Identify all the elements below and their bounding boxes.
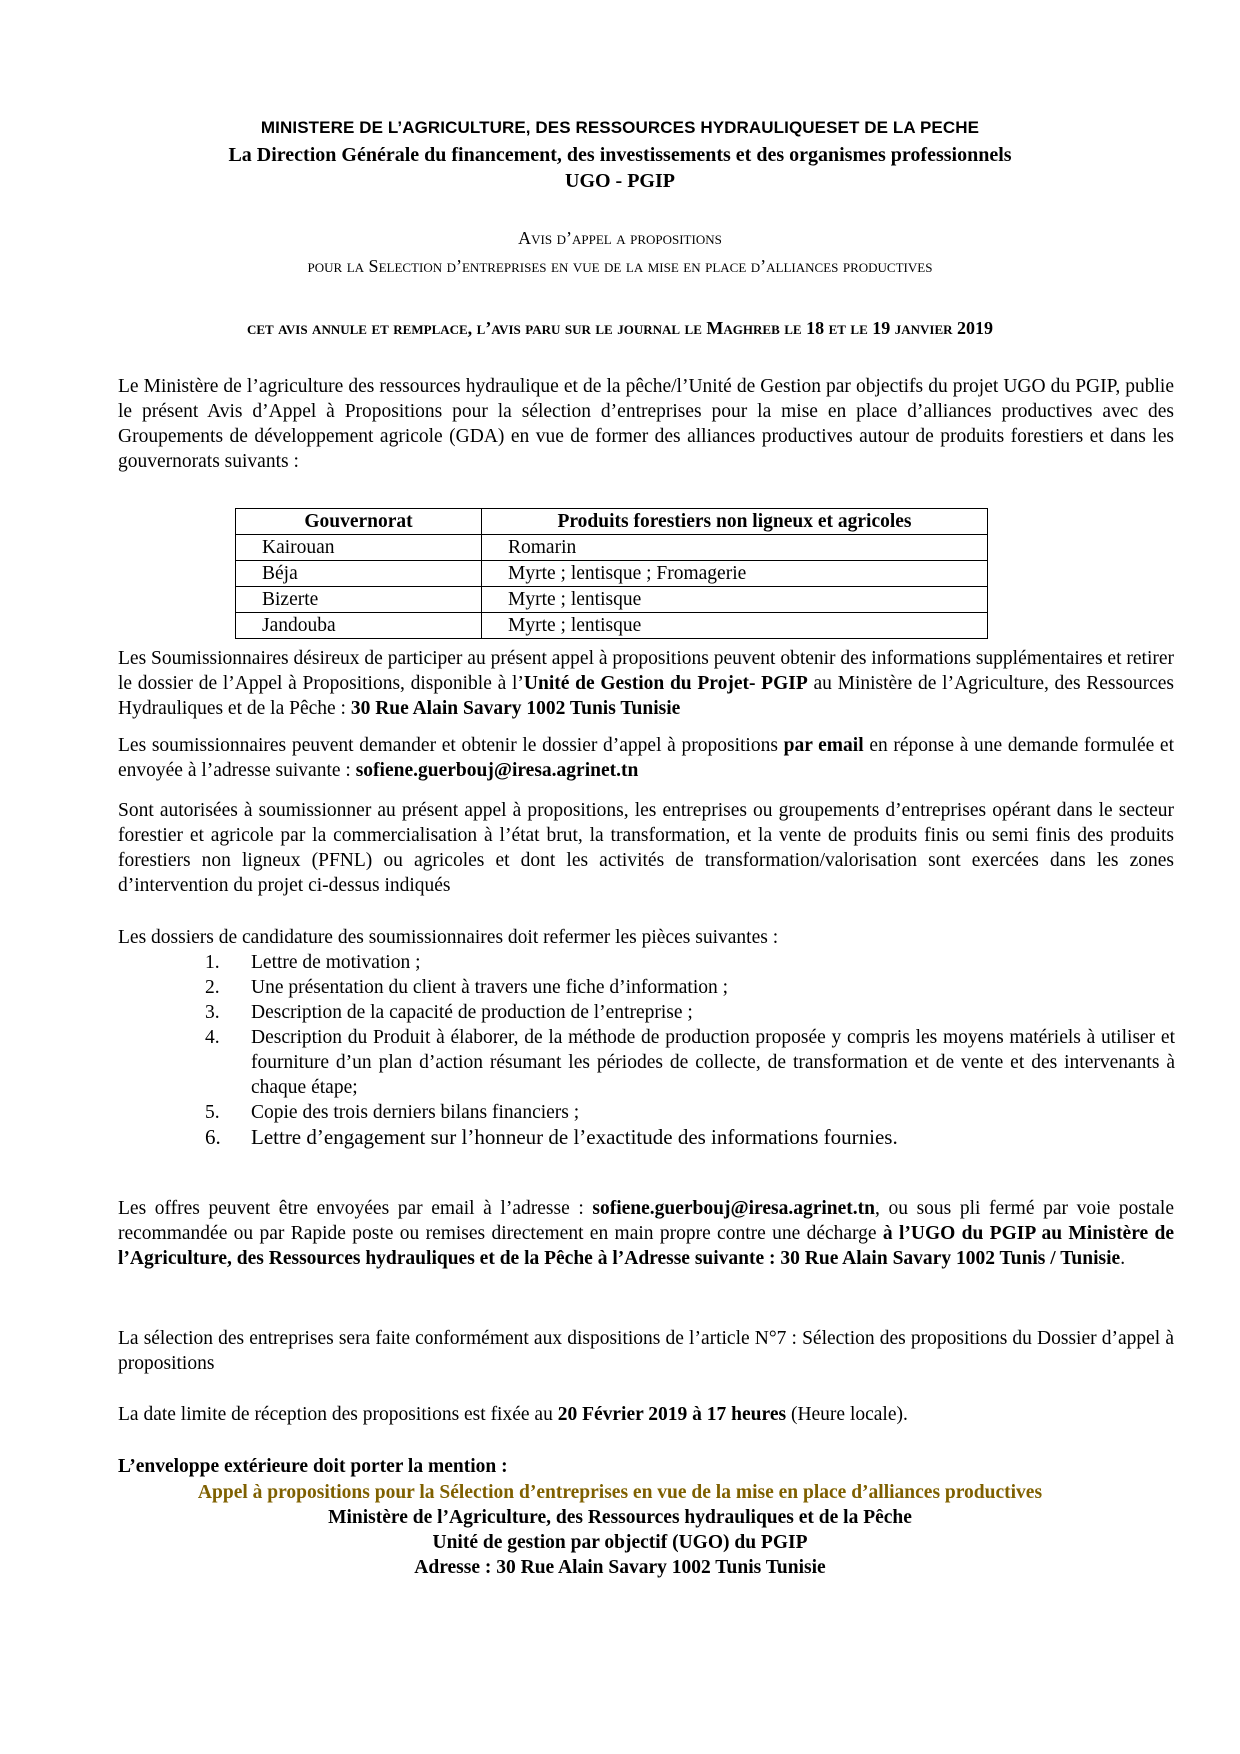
replacement-notice: cet avis annule et remplace, l’avis paru sur le journal le Maghreb le 18 et le 19 janvier 2019 (246, 318, 994, 338)
ministry-heading: MINISTERE DE L’AGRICULTURE, DES RESSOURCES HYDRAULIQUESET DE LA PECHE (260, 118, 980, 137)
direction-heading: La Direction Générale du financement, des investissements et des organismes professionnels (228, 144, 1012, 166)
list-item: 1. Lettre de motivation ; (205, 952, 421, 973)
column-header: Gouvernorat (236, 509, 482, 535)
dossier-intro: Les dossiers de candidature des soumissionnaires doit refermer les pièces suivantes : (118, 927, 779, 948)
envelope-address: Adresse : 30 Rue Alain Savary 1002 Tunis Tunisie (414, 1557, 826, 1578)
submission-address: à l’UGO du PGIP au Ministère de l’Agriculture, des Ressources hydrauliques et de la Pêche à l’Adresse suivante : 30 Rue Alain Savary 1002 Tunis / Tunisie (118, 1223, 1174, 1269)
list-item: 4. Description du Produit à élaborer, de la méthode de production proposée y compris les moyens matériels à utiliser et fourniture d’un plan d’action résumant les périodes de collecte, de transformation et de vente et des intervenants à chaque étape; (205, 1027, 1175, 1098)
products-cell: Myrte ; lentisque (482, 587, 988, 613)
email-request-paragraph: Les soumissionnaires peuvent demander et obtenir le dossier d’appel à propositions par email en réponse à une demande formulée et envoyée à l’adresse suivante : sofiene.guerbouj@iresa.agrinet.tn (118, 735, 1175, 781)
envelope-mention: Appel à propositions pour la Sélection d’entreprises en vue de la mise en place d’alliances productives (197, 1482, 1043, 1503)
address: 30 Rue Alain Savary 1002 Tunis Tunisie (350, 698, 681, 719)
required-documents-list (205, 950, 1175, 1150)
products-cell: Romarin (482, 535, 988, 561)
envelope-ministry: Ministère de l’Agriculture, des Ressources hydrauliques et de la Pêche (328, 1507, 912, 1528)
table-row (236, 561, 988, 587)
notice-title: Avis d’appel a propositions (518, 228, 722, 248)
column-header: Produits forestiers non ligneux et agricoles (482, 509, 988, 535)
notice-subtitle: pour la Selection d’entreprises en vue de la mise en place d’alliances productives (307, 256, 933, 276)
list-item: 5. Copie des trois derniers bilans financiers ; (205, 1102, 580, 1123)
list-item: 6. Lettre d’engagement sur l’honneur de l’exactitude des informations fournies. (205, 1125, 898, 1149)
governorate-cell: Bizerte (236, 587, 482, 613)
products-cell: Myrte ; lentisque (482, 613, 988, 639)
submission-paragraph: Les offres peuvent être envoyées par email à l’adresse : sofiene.guerbouj@iresa.agrinet.tn, ou sous pli fermé par voie postale recommandée ou par Rapide poste ou remises directement en main propre contre une décharge à l’UGO du PGIP au Ministère de l’Agriculture, des Ressources hydrauliques et de la Pêche à l’Adresse suivante : 30 Rue Alain Savary 1002 Tunis / Tunisie. (118, 1198, 1174, 1269)
governorate-cell: Jandouba (236, 613, 482, 639)
deadline-paragraph: La date limite de réception des propositions est fixée au 20 Février 2019 à 17 heures (Heure locale). (118, 1404, 908, 1425)
governorate-table (235, 508, 988, 639)
deadline-date: 20 Février 2019 à 17 heures (557, 1404, 787, 1425)
envelope-unit: Unité de gestion par objectif (UGO) du PGIP (432, 1532, 808, 1553)
table-row (236, 587, 988, 613)
products-cell: Myrte ; lentisque ; Fromagerie (482, 561, 988, 587)
list-item: 3. Description de la capacité de production de l’entreprise ; (205, 1002, 693, 1023)
list-item: 2. Une présentation du client à travers une fiche d’information ; (205, 977, 729, 998)
table-row (236, 535, 988, 561)
table-row (236, 613, 988, 639)
intro-paragraph: Le Ministère de l’agriculture des ressources hydraulique et de la pêche/l’Unité de Gestion par objectifs du projet UGO du PGIP, publie le présent Avis d’Appel à Propositions pour la sélection d’entreprises pour la mise en place d’alliances productives avec des Groupements de développement agricole (GDA) en vue de former des alliances productives autour de produits forestiers et dans les gouvernorats suivants : (118, 376, 1174, 472)
unit-heading: UGO - PGIP (565, 170, 675, 192)
selection-paragraph: La sélection des entreprises sera faite conformément aux dispositions de l’article N°7 : Sélection des propositions du Dossier d’appel à propositions (118, 1328, 1174, 1374)
bidders-info-paragraph: Les Soumissionnaires désireux de participer au présent appel à propositions peuvent obtenir des informations supplémentaires et retirer le dossier de l’Appel à Propositions, disponible à l’Unité de Gestion du Projet- PGIP au Ministère de l’Agriculture, des Ressources Hydrauliques et de la Pêche : 30 Rue Alain Savary 1002 Tunis Tunisie (118, 648, 1175, 719)
governorate-cell: Béja (236, 561, 482, 587)
table-header-row (236, 509, 988, 535)
email-link[interactable]: sofiene.guerbouj@iresa.agrinet.tn (355, 760, 639, 781)
eligibility-paragraph: Sont autorisées à soumissionner au présent appel à propositions, les entreprises ou groupements d’entreprises opérant dans le secteur forestier et agricole par la commercialisation à l’état brut, la transformation, et la vente de produits finis ou semi finis des produits forestiers non ligneux (PFNL) ou agricoles et dont les activités de transformation/valorisation sont exercées dans les zones d’intervention du projet ci-dessus indiqués (118, 800, 1174, 896)
email-link[interactable]: sofiene.guerbouj@iresa.agrinet.tn (592, 1198, 875, 1219)
envelope-heading: L’enveloppe extérieure doit porter la mention : (118, 1456, 508, 1477)
unit-name: Unité de Gestion du Projet- PGIP (523, 673, 808, 694)
governorate-cell: Kairouan (236, 535, 482, 561)
